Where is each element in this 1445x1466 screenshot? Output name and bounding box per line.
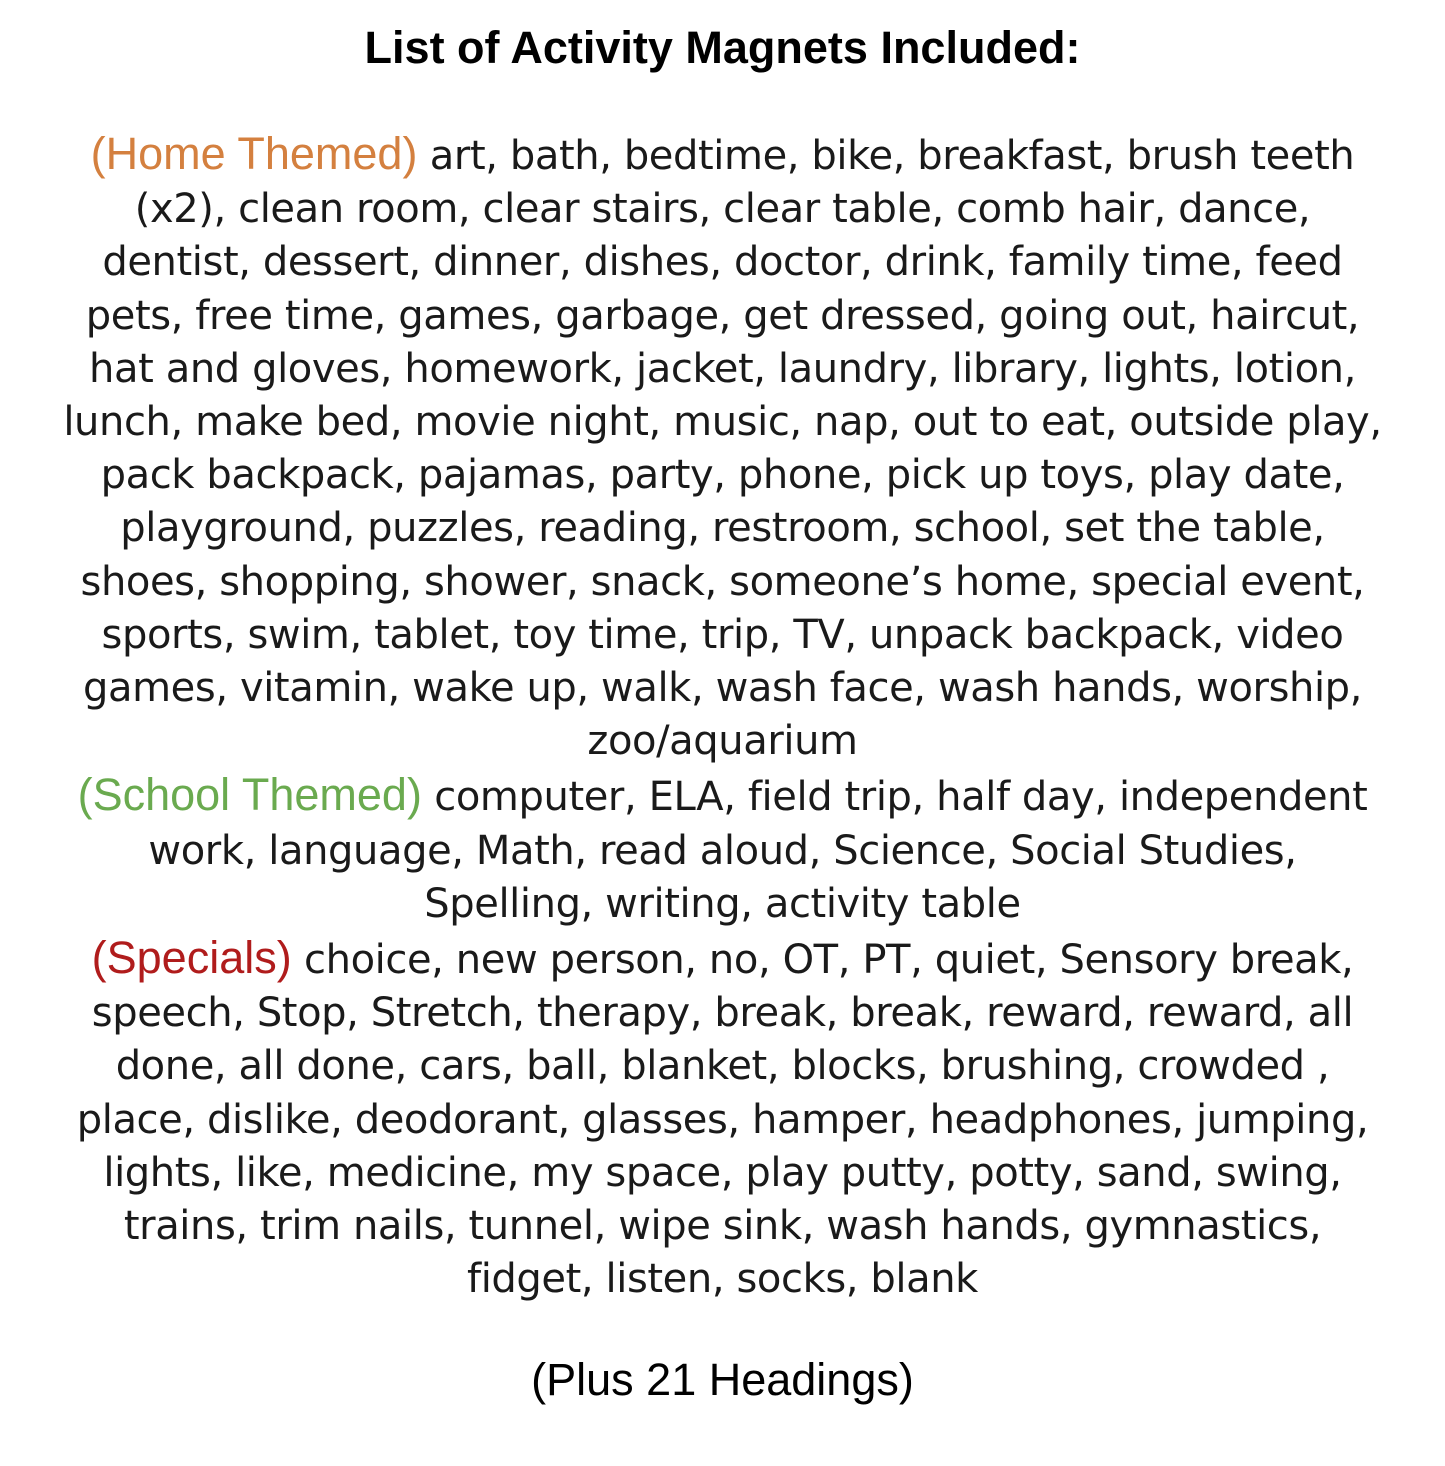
- activity-list: [58, 127, 1387, 1306]
- footer-note: (Plus 21 Headings): [531, 1354, 914, 1405]
- specials-items: choice, new person, no, OT, PT, quiet, Sensory break, speech, Stop, Stretch, therapy, break, break, reward, reward, all done, all done, cars, ball, blanket, blocks, brushing, crowded , place, dislike, deodorant, glasses, hamper, headphones, jumping, lights, like, medicine, my space, play putty, potty, sand, swing, trains, trim nails, tunnel, wipe sink, wash hands, gymnastics, fidget, listen, socks, blank: [76, 937, 1369, 1303]
- specials-section: [58, 931, 1387, 1306]
- school-themed-items: computer, ELA, field trip, half day, independent work, language, Math, read aloud, Science, Social Studies, Spelling, writing, activity table: [148, 774, 1368, 927]
- home-themed-label: (Home Themed): [90, 128, 418, 179]
- home-themed-section: [58, 127, 1387, 768]
- school-themed-label: (School Themed): [77, 769, 422, 821]
- school-themed-section: [58, 768, 1387, 931]
- page-title: List of Activity Magnets Included:: [364, 22, 1081, 73]
- specials-label: (Specials): [91, 932, 292, 984]
- home-themed-items: art, bath, bedtime, bike, breakfast, brush teeth (x2), clean room, clear stairs, clear table, comb hair, dance, dentist, dessert, dinner, dishes, doctor, drink, family time, feed pets, free time, games, garbage, get dressed, going out, haircut, hat and gloves, homework, jacket, laundry, library, lights, lotion, lunch, make bed, movie night, music, nap, out to eat, outside play, pack backpack, pajamas, party, phone, pick up toys, play date, playground, puzzles, reading, restroom, school, set the table, shoes, shopping, shower, snack, someone’s home, special event, sports, swim, tablet, toy time, trip, TV, unpack backpack, video games, vitamin, wake up, walk, wash face, wash hands, worship, zoo/aquarium: [63, 133, 1382, 765]
